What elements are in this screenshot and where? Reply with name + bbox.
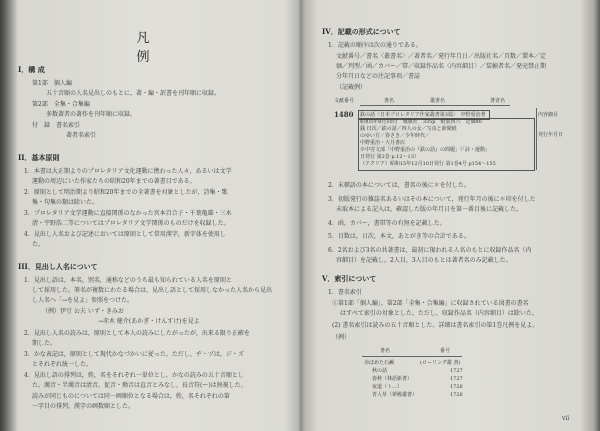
text-line: 2．原則として明治期より昭和20年までの全著書を対象としたが，詩集・歌 — [24, 189, 228, 196]
index-row-ref: 1727 — [450, 368, 463, 374]
text-line: 容細目）を記載し，2人目，3人目のもとは著者名のみ記載した。 — [336, 257, 512, 264]
page-number: vii — [562, 415, 570, 422]
label-author: 著者名 — [490, 98, 506, 104]
text-line: （例） — [332, 334, 351, 341]
index-header: 書名 — [380, 348, 391, 354]
section-heading: IV．記載の形式について — [322, 27, 401, 36]
index-row-ref: 1728 — [450, 392, 463, 398]
text-line: (2) 書名索引は読みの五十音順とした。詳細は書名索引の第1巻凡例を見よ。 — [332, 322, 539, 329]
text-line: 五十音順の人名見出しのもとに，著・編・訳書を刊年順に収録。 — [46, 90, 221, 97]
text-line: 1．本書は大正期よりのプロレタリア文化運動に携わった人々，あるいは文学 — [24, 168, 232, 175]
text-line: して採用した。筆名が複数にわたる場合は，見出し語として採用しなかった人名から見出 — [32, 287, 273, 294]
index-row-title: 秋の話 — [372, 368, 388, 374]
text-line: 4．函，カバー，書帯等の有無を記載した。 — [328, 220, 446, 227]
record-number: 1480 — [334, 110, 354, 119]
label-contents: 内容細目 — [538, 112, 559, 118]
text-line: はすべて索引の対象とした。ただし，収録作品名（内容細目）は除いた。 — [340, 310, 538, 317]
text-line: 集・句集の類は除いた。 — [32, 199, 99, 206]
label-doc-number: 文献番号 — [334, 98, 355, 104]
text-line: 一字目の排列，漢字の画数順とした。 — [32, 403, 135, 410]
record-box — [358, 118, 535, 171]
section-heading: II．基本原則 — [18, 153, 60, 162]
record-line: 日発行 第2巻 p.12〜13） — [360, 154, 419, 160]
text-line: 3．かな表記は，原則として現代かなづかいに従った。ただし，ヂ・ヅは，ジ・ズ — [24, 351, 244, 358]
text-line: 1．書名索引 — [328, 289, 362, 296]
text-line: 文献番号／書名〈叢書名〉／著者名／発行年月日／出版社名／頁数／製本／定 — [336, 53, 547, 60]
section-heading: I．構 成 — [18, 65, 45, 74]
index-row-title: 春秋（林語新書） — [372, 376, 413, 382]
text-line: し人名へ「→を見よ」参照をつけた。 — [32, 297, 134, 304]
index-row-ref: 1728 — [450, 384, 463, 390]
text-line: （記載例） — [336, 84, 367, 91]
text-line: 第2部 全集・合集編 — [32, 101, 90, 108]
right-page — [300, 0, 600, 431]
text-line: 4．見出し語の排列は，姓，名をそれぞれ一単位とし，かなの読みの五十音順とし — [24, 372, 244, 379]
text-line: 5．目数は，日次，本文，あとがき等の合計である。 — [328, 233, 470, 240]
index-row-title: 青人草（夢殿叢書） — [372, 392, 418, 398]
text-line: 未取本による記入は，確認した版の年月日を第一番目後に記載した。 — [336, 206, 523, 213]
index-row-title: 赤ばめた石鹸 — [364, 360, 395, 366]
text-line: （例）伊豆 公夫 いず・きみお — [42, 308, 124, 315]
section-heading: III．見出し人名について — [18, 262, 98, 271]
text-line: た。 — [32, 241, 45, 248]
text-line: 3．初版発行の雑誌名あるいはその本について，発行年月の後に＊印を付した — [328, 196, 536, 203]
label-date: 発行年月日 — [538, 132, 564, 138]
text-line: 付 録 書名索引 — [32, 122, 81, 129]
record-line: のゆい方／春さき／少年時代／ — [360, 133, 431, 139]
text-line: 読みが同じものについては同一画順位となる場合は，姓，名それぞれの第 — [32, 393, 230, 400]
text-line: 清・宇野浩二等についてはプロレタリア文学関係のものだけを収録した。 — [32, 220, 230, 227]
record-line: 昭和5年8月10日 戦旗社 335p 紙装四六 定価80 — [360, 119, 482, 125]
record-line: 鉄の話〈日本プロレタリア作家叢書第3篇〉 中野重治著 — [360, 112, 486, 118]
record-line: 中野重治・大月書店 — [360, 140, 406, 146]
text-line: 期した。 — [32, 340, 57, 347]
page-title: 凡 例 — [136, 31, 160, 65]
index-row-ref: 1727 — [450, 376, 463, 382]
text-line: 2．見出し人名の読みは，原則として本人の読みにしたがったが，出来る限り正確を — [24, 330, 250, 337]
text-line: とそれぞれ統一した。 — [32, 361, 93, 368]
record-line: 銭 日次／鉄の話／四人の女／写真と新聞紙 — [360, 126, 457, 132]
text-line: た。濁音・半濁音は清音，促音・拗音は直音とみなし，長音符(ー)は無視した。 — [32, 382, 247, 389]
record-line: （アクリア）昭和15年12月10日発行 第1巻4号 p154〜155 — [360, 161, 496, 167]
text-line: →赤木 健介(あかぎ・けんすけ)を見よ — [98, 318, 200, 325]
text-line: 4．見出し人名および記述においては原則として常用漢字，新字体を使用し — [24, 231, 226, 238]
text-line: 6．2名および3名の共著書は，最初に現われる人名のもとに収録作品名（内 — [328, 247, 532, 254]
section-heading: V．索引について — [322, 274, 377, 283]
index-row-title: 夜道（ト…） — [372, 384, 403, 390]
label-series: 叢書名 — [430, 98, 446, 104]
text-line: 1．記載の順序は次の通りである。 — [328, 42, 422, 49]
text-line: 第1部 個人編 — [32, 80, 72, 87]
text-line: 3．プロレタリア文学運動に直接関係のなかった宮本百合子・千葉亀雄・三木 — [24, 210, 232, 217]
record-line: ※中労文部「中野重治の『鉄の話』の問題」（「詩・運動」 — [360, 147, 491, 153]
text-line: 著者名索引 — [66, 132, 97, 139]
text-line: 分年月日などの注記事項／書誌 — [336, 73, 421, 80]
label-title: 書名 — [384, 98, 395, 104]
text-line: 2．末頓語の本については，書名の後に＊を付した。 — [328, 182, 470, 189]
index-rule — [362, 356, 462, 357]
text-line: 運動の周辺にいた作家たちの昭和20年までの著書目である。 — [32, 178, 196, 185]
bracket-line — [536, 108, 537, 170]
text-line: 価／判型／函／カバー／帯／収録作品名〈内容細目〉／装幀者名／発売禁止期 — [336, 63, 547, 70]
text-line: ①第1部「個人編」，第2部「全集・合集編」に収録されている図書の書名 — [332, 300, 529, 307]
index-header: 番号 — [440, 348, 451, 354]
index-row-ref: (ローリング叢 書) — [420, 360, 461, 366]
text-line: 1．見出し語は，本名，別名，通称などのうち最も知られている人名を原則と — [24, 277, 232, 284]
text-line: 多数著者の著作を刊年順に収録。 — [46, 111, 137, 118]
leader-line — [360, 105, 510, 106]
